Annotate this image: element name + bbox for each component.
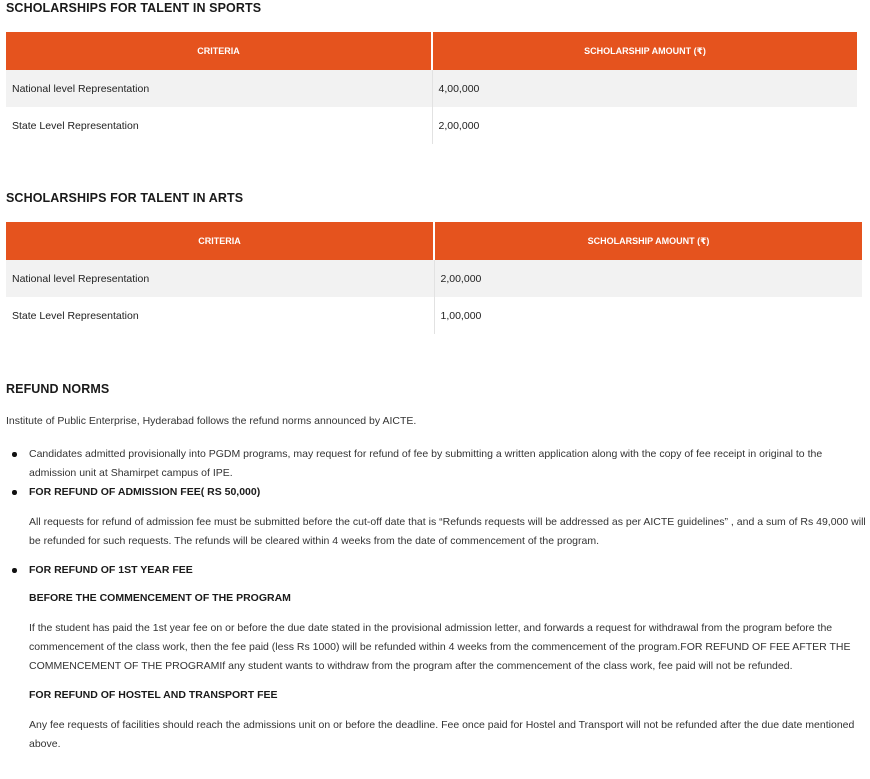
amount-cell: 2,00,000 — [432, 107, 857, 144]
refund-item-text: Candidates admitted provisionally into PGDM programs, may request for refund of fee by submitting a written application along with the copy of fee receipt in original to the admission unit at Shamirpet campus of IPE. — [29, 448, 823, 479]
before-commencement-heading: BEFORE THE COMMENCEMENT OF THE PROGRAM — [29, 592, 291, 604]
sports-scholarship-table — [6, 32, 857, 144]
sports-section-title: SCHOLARSHIPS FOR TALENT IN SPORTS — [6, 1, 262, 15]
first-year-fee-text: If the student has paid the 1st year fee on or before the due date stated in the provisional admission letter, and forwards a request for withdrawal from the program before the commencement of the class work, then the fee paid (less Rs 1000) will be refunded within 4 weeks from the commencement of the program.FOR REFUND OF FEE AFTER THE COMMENCEMENT OF THE PROGRAMIf any student wants to withdraw from the program after the commencement of the class work, fee paid will not be refunded. — [29, 622, 851, 672]
amount-cell: 2,00,000 — [434, 260, 862, 297]
refund-section-title: REFUND NORMS — [6, 382, 110, 396]
list-item — [11, 483, 866, 551]
criteria-cell: National level Representation — [6, 260, 434, 297]
table-row — [6, 297, 862, 334]
criteria-header: CRITERIA — [6, 32, 432, 70]
criteria-cell: State Level Representation — [6, 297, 434, 334]
refund-intro: Institute of Public Enterprise, Hyderabad follows the refund norms announced by AICTE. — [6, 415, 417, 427]
table-row — [6, 70, 857, 107]
arts-scholarship-table — [6, 222, 862, 334]
list-item — [11, 561, 866, 754]
table-row — [6, 107, 857, 144]
amount-cell: 4,00,000 — [432, 70, 857, 107]
hostel-transport-text: Any fee requests of facilities should reach the admissions unit on or before the deadline. Fee once paid for Hostel and Transport will not be refunded after the due date mentioned above. — [29, 719, 855, 750]
amount-header: SCHOLARSHIP AMOUNT (₹) — [434, 222, 862, 260]
list-item — [11, 445, 866, 483]
hostel-transport-heading: FOR REFUND OF HOSTEL AND TRANSPORT FEE — [29, 689, 278, 701]
arts-section-title: SCHOLARSHIPS FOR TALENT IN ARTS — [6, 191, 244, 205]
admission-fee-heading: FOR REFUND OF ADMISSION FEE( RS 50,000) — [29, 486, 261, 498]
criteria-cell: National level Representation — [6, 70, 432, 107]
bullet-icon — [12, 490, 17, 495]
amount-header: SCHOLARSHIP AMOUNT (₹) — [432, 32, 857, 70]
first-year-fee-heading: FOR REFUND OF 1ST YEAR FEE — [29, 564, 193, 576]
criteria-header: CRITERIA — [6, 222, 434, 260]
table-header-row — [6, 32, 857, 70]
bullet-icon — [12, 568, 17, 573]
table-row — [6, 260, 862, 297]
bullet-icon — [12, 452, 17, 457]
amount-cell: 1,00,000 — [434, 297, 862, 334]
criteria-cell: State Level Representation — [6, 107, 432, 144]
admission-fee-text: All requests for refund of admission fee must be submitted before the cut-off date that is “Refunds requests will be addressed as per AICTE guidelines” , and a sum of Rs 49,000 will be refunded for such requests. The refunds will be cleared within 4 weeks from the date of commencement of the program. — [29, 516, 866, 547]
refund-norms-list — [11, 445, 866, 754]
table-header-row — [6, 222, 862, 260]
